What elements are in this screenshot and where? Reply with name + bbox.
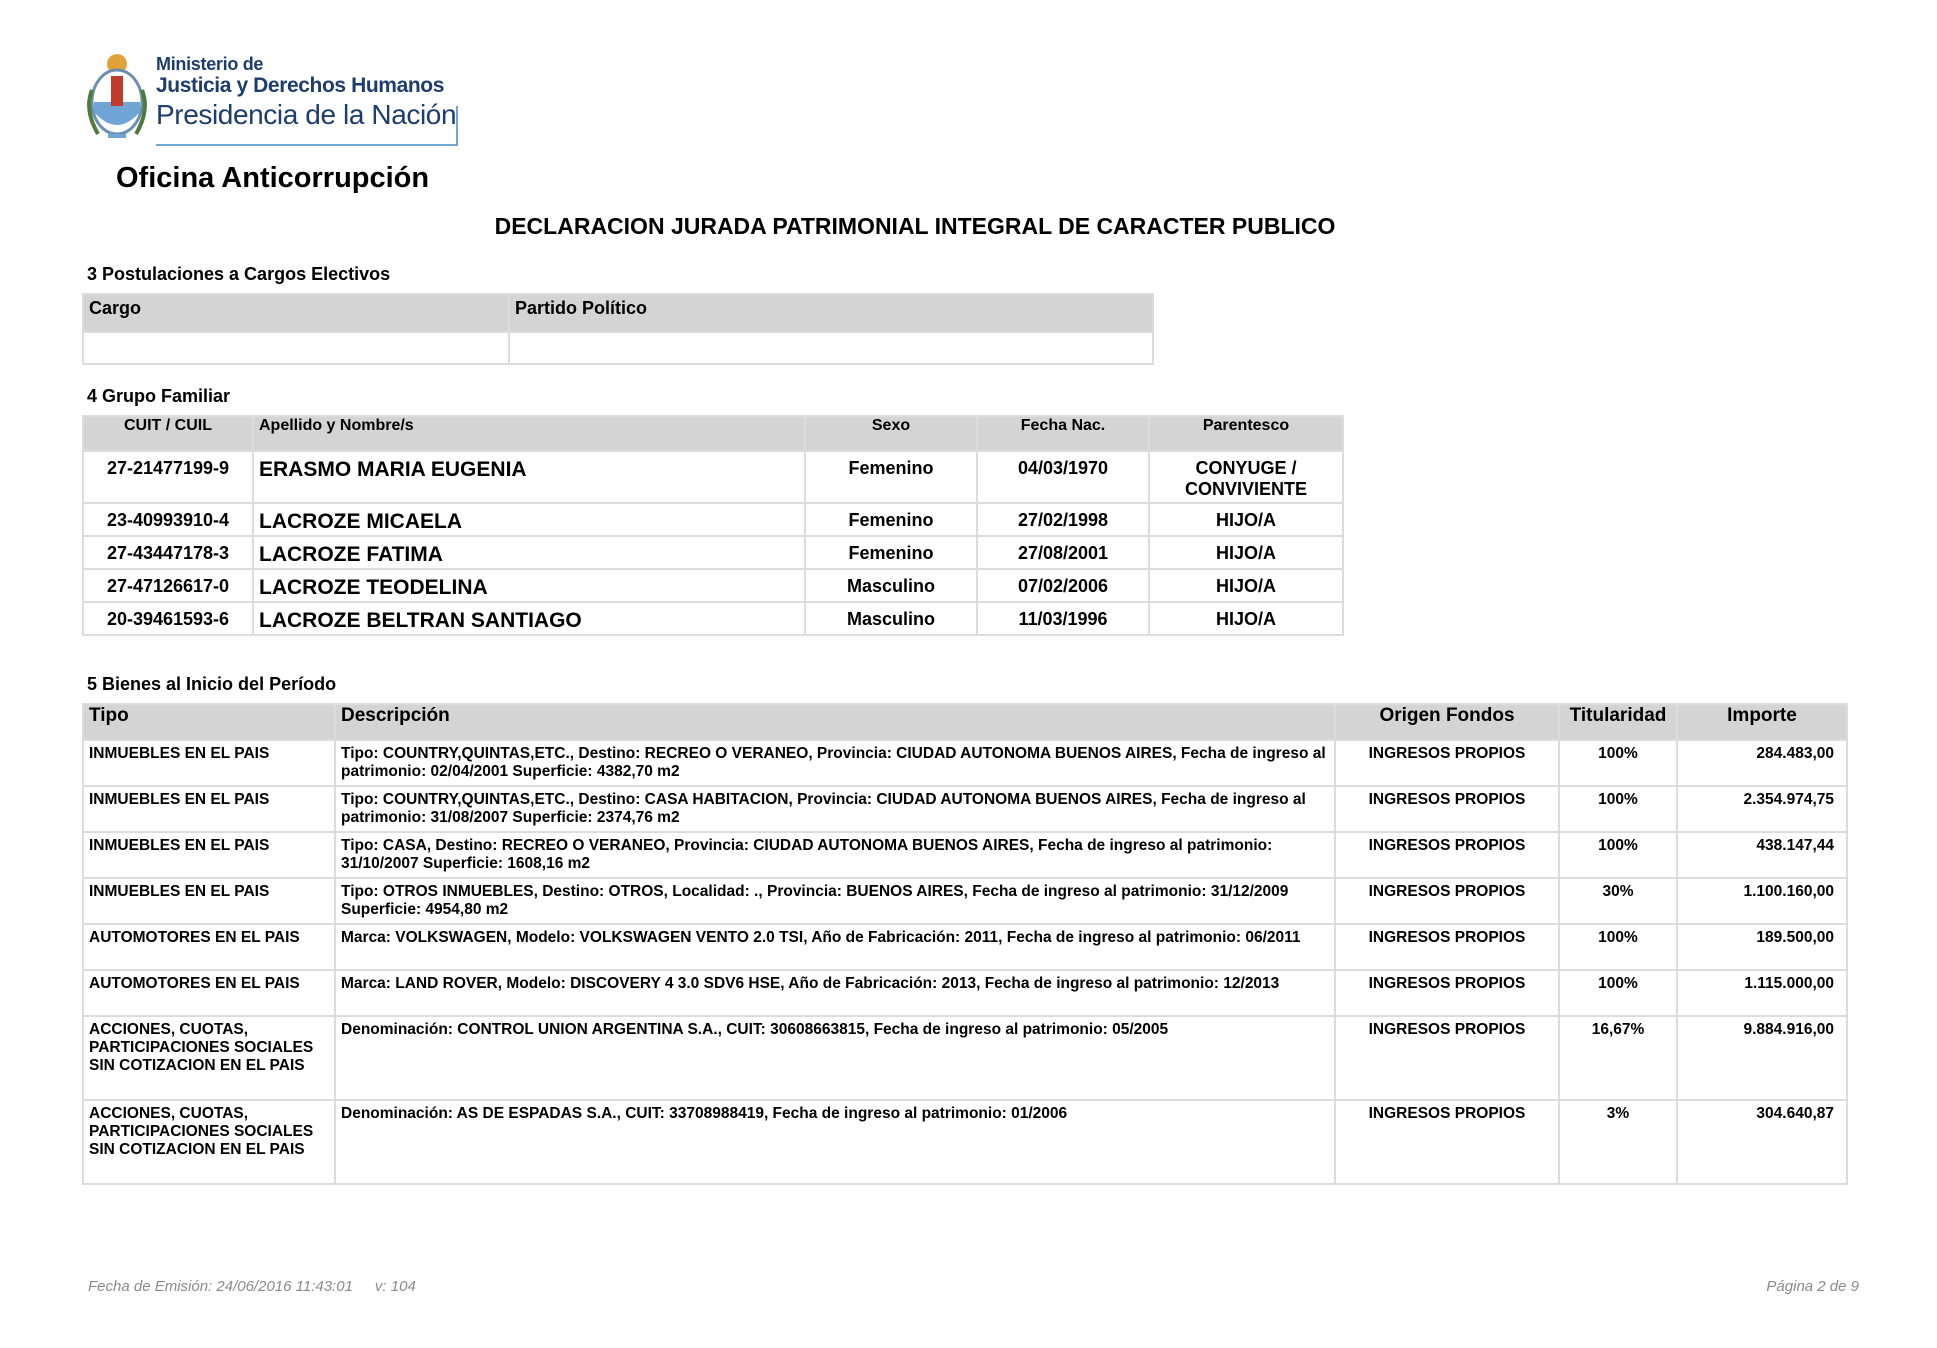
cell-sexo: Femenino: [805, 503, 977, 536]
table-row: [83, 1100, 1847, 1184]
cell-origen: INGRESOS PROPIOS: [1335, 786, 1559, 832]
cell-tipo: INMUEBLES EN EL PAIS: [83, 740, 335, 786]
col-parentesco: Parentesco: [1149, 416, 1343, 451]
col-fecha-nac: Fecha Nac.: [977, 416, 1149, 451]
cell-tipo: INMUEBLES EN EL PAIS: [83, 832, 335, 878]
cell-titularidad: 30%: [1559, 878, 1677, 924]
cell-origen: INGRESOS PROPIOS: [1335, 740, 1559, 786]
cell-descripcion: Tipo: CASA, Destino: RECREO O VERANEO, Provincia: CIUDAD AUTONOMA BUENOS AIRES, Fecha de ingreso al patrimonio: 31/10/2007 Superficie: 1608,16 m2: [335, 832, 1335, 878]
cell-parentesco: HIJO/A: [1149, 602, 1343, 635]
cell-parentesco: CONYUGE / CONVIVIENTE: [1149, 451, 1343, 503]
cell-fecha-nac: 27/08/2001: [977, 536, 1149, 569]
cell-fecha-nac: 04/03/1970: [977, 451, 1149, 503]
cell-origen: INGRESOS PROPIOS: [1335, 1100, 1559, 1184]
cell-nombre: LACROZE BELTRAN SANTIAGO: [253, 602, 805, 635]
cell-origen: INGRESOS PROPIOS: [1335, 1016, 1559, 1100]
table-row: [83, 332, 1153, 364]
table-row: [83, 970, 1847, 1016]
col-nombre: Apellido y Nombre/s: [253, 416, 805, 451]
cell-titularidad: 100%: [1559, 970, 1677, 1016]
cell-sexo: Femenino: [805, 536, 977, 569]
cell-nombre: LACROZE FATIMA: [253, 536, 805, 569]
cell-sexo: Femenino: [805, 451, 977, 503]
table-header-row: [83, 294, 1153, 332]
document-title: DECLARACION JURADA PATRIMONIAL INTEGRAL DE CARACTER PUBLICO: [494, 213, 1336, 239]
col-partido-politico: Partido Político: [509, 294, 1153, 332]
cell-descripcion: Denominación: AS DE ESPADAS S.A., CUIT: 33708988419, Fecha de ingreso al patrimonio: 01/2006: [335, 1100, 1335, 1184]
cell-nombre: ERASMO MARIA EUGENIA: [253, 451, 805, 503]
table-row: [83, 786, 1847, 832]
table-header-row: [83, 416, 1343, 451]
logo-underline: [156, 144, 458, 146]
table-row: [83, 569, 1343, 602]
cell-nombre: LACROZE MICAELA: [253, 503, 805, 536]
table-row: [83, 740, 1847, 786]
cell-importe: 304.640,87: [1677, 1100, 1847, 1184]
footer-emission: [88, 1278, 416, 1295]
cell-nombre: LACROZE TEODELINA: [253, 569, 805, 602]
cell-importe: 1.100.160,00: [1677, 878, 1847, 924]
section3-title: 3 Postulaciones a Cargos Electivos: [87, 264, 391, 284]
col-descripcion: Descripción: [335, 704, 1335, 740]
cell-cuit: 20-39461593-6: [83, 602, 253, 635]
cell-descripcion: Tipo: COUNTRY,QUINTAS,ETC., Destino: CASA HABITACION, Provincia: CIUDAD AUTONOMA BUENOS AIRES, Fecha de ingreso al patrimonio: 31/08/2007 Superficie: 2374,76 m2: [335, 786, 1335, 832]
cell-descripcion: Denominación: CONTROL UNION ARGENTINA S.A., CUIT: 30608663815, Fecha de ingreso al patrimonio: 05/2005: [335, 1016, 1335, 1100]
logo-divider: [456, 106, 458, 144]
cell-sexo: Masculino: [805, 602, 977, 635]
table-header-row: [83, 704, 1847, 740]
cell-origen: INGRESOS PROPIOS: [1335, 924, 1559, 970]
postulaciones-table: [82, 293, 1154, 365]
grupo-familiar-table: [82, 415, 1344, 636]
cell-parentesco: HIJO/A: [1149, 536, 1343, 569]
cell-sexo: Masculino: [805, 569, 977, 602]
logo-line-ministerio: Ministerio de: [156, 54, 264, 74]
cell-descripcion: Tipo: OTROS INMUEBLES, Destino: OTROS, Localidad: ., Provincia: BUENOS AIRES, Fecha de ingreso al patrimonio: 31/12/2009 Superficie: 4954,80 m2: [335, 878, 1335, 924]
cell-cuit: 27-43447178-3: [83, 536, 253, 569]
table-row: [83, 924, 1847, 970]
cell-partido-empty: [509, 332, 1153, 364]
cell-importe: 2.354.974,75: [1677, 786, 1847, 832]
cell-titularidad: 16,67%: [1559, 1016, 1677, 1100]
bienes-table: [82, 703, 1848, 1185]
table-row: [83, 602, 1343, 635]
cell-fecha-nac: 27/02/1998: [977, 503, 1149, 536]
page-number: Página 2 de 9: [1766, 1278, 1859, 1295]
cell-origen: INGRESOS PROPIOS: [1335, 878, 1559, 924]
cell-importe: 189.500,00: [1677, 924, 1847, 970]
emission-date: Fecha de Emisión: 24/06/2016 11:43:01: [88, 1278, 353, 1295]
cell-descripcion: Marca: LAND ROVER, Modelo: DISCOVERY 4 3.0 SDV6 HSE, Año de Fabricación: 2013, Fecha de ingreso al patrimonio: 12/2013: [335, 970, 1335, 1016]
logo-line-justicia: Justicia y Derechos Humanos: [156, 74, 444, 97]
cell-fecha-nac: 07/02/2006: [977, 569, 1149, 602]
cell-importe: 284.483,00: [1677, 740, 1847, 786]
cell-cuit: 27-21477199-9: [83, 451, 253, 503]
cell-tipo: AUTOMOTORES EN EL PAIS: [83, 924, 335, 970]
section5-title: 5 Bienes al Inicio del Período: [87, 674, 337, 694]
table-row: [83, 878, 1847, 924]
cell-titularidad: 100%: [1559, 786, 1677, 832]
cell-titularidad: 100%: [1559, 832, 1677, 878]
col-titularidad: Titularidad: [1559, 704, 1677, 740]
cell-tipo: ACCIONES, CUOTAS, PARTICIPACIONES SOCIALES SIN COTIZACION EN EL PAIS: [83, 1016, 335, 1100]
logo-line-presidencia: Presidencia de la Nación: [156, 99, 457, 130]
cell-importe: 438.147,44: [1677, 832, 1847, 878]
cell-cuit: 27-47126617-0: [83, 569, 253, 602]
table-row: [83, 832, 1847, 878]
col-tipo: Tipo: [83, 704, 335, 740]
table-row: [83, 1016, 1847, 1100]
section4-title: 4 Grupo Familiar: [87, 386, 231, 406]
col-sexo: Sexo: [805, 416, 977, 451]
cell-parentesco: HIJO/A: [1149, 569, 1343, 602]
cell-titularidad: 100%: [1559, 740, 1677, 786]
cell-origen: INGRESOS PROPIOS: [1335, 970, 1559, 1016]
cell-tipo: INMUEBLES EN EL PAIS: [83, 878, 335, 924]
cell-importe: 9.884.916,00: [1677, 1016, 1847, 1100]
cell-cargo-empty: [83, 332, 509, 364]
cell-tipo: ACCIONES, CUOTAS, PARTICIPACIONES SOCIALES SIN COTIZACION EN EL PAIS: [83, 1100, 335, 1184]
cell-titularidad: 100%: [1559, 924, 1677, 970]
cell-descripcion: Tipo: COUNTRY,QUINTAS,ETC., Destino: RECREO O VERANEO, Provincia: CIUDAD AUTONOMA BUENOS AIRES, Fecha de ingreso al patrimonio: 02/04/2001 Superficie: 4382,70 m2: [335, 740, 1335, 786]
cell-origen: INGRESOS PROPIOS: [1335, 832, 1559, 878]
document-version: v: 104: [374, 1278, 416, 1295]
col-cuit: CUIT / CUIL: [83, 416, 253, 451]
cell-parentesco: HIJO/A: [1149, 503, 1343, 536]
table-row: [83, 503, 1343, 536]
table-row: [83, 451, 1343, 503]
col-cargo: Cargo: [83, 294, 509, 332]
cell-descripcion: Marca: VOLKSWAGEN, Modelo: VOLKSWAGEN VENTO 2.0 TSI, Año de Fabricación: 2011, Fecha de ingreso al patrimonio: 06/2011: [335, 924, 1335, 970]
table-row: [83, 536, 1343, 569]
cell-tipo: INMUEBLES EN EL PAIS: [83, 786, 335, 832]
cell-fecha-nac: 11/03/1996: [977, 602, 1149, 635]
cell-importe: 1.115.000,00: [1677, 970, 1847, 1016]
col-origen-fondos: Origen Fondos: [1335, 704, 1559, 740]
logo-text: [156, 54, 456, 132]
cell-cuit: 23-40993910-4: [83, 503, 253, 536]
office-name: Oficina Anticorrupción: [116, 162, 430, 194]
cell-tipo: AUTOMOTORES EN EL PAIS: [83, 970, 335, 1016]
coat-of-arms-icon: [86, 50, 148, 148]
col-importe: Importe: [1677, 704, 1847, 740]
ministry-logo: [86, 50, 466, 150]
cell-titularidad: 3%: [1559, 1100, 1677, 1184]
